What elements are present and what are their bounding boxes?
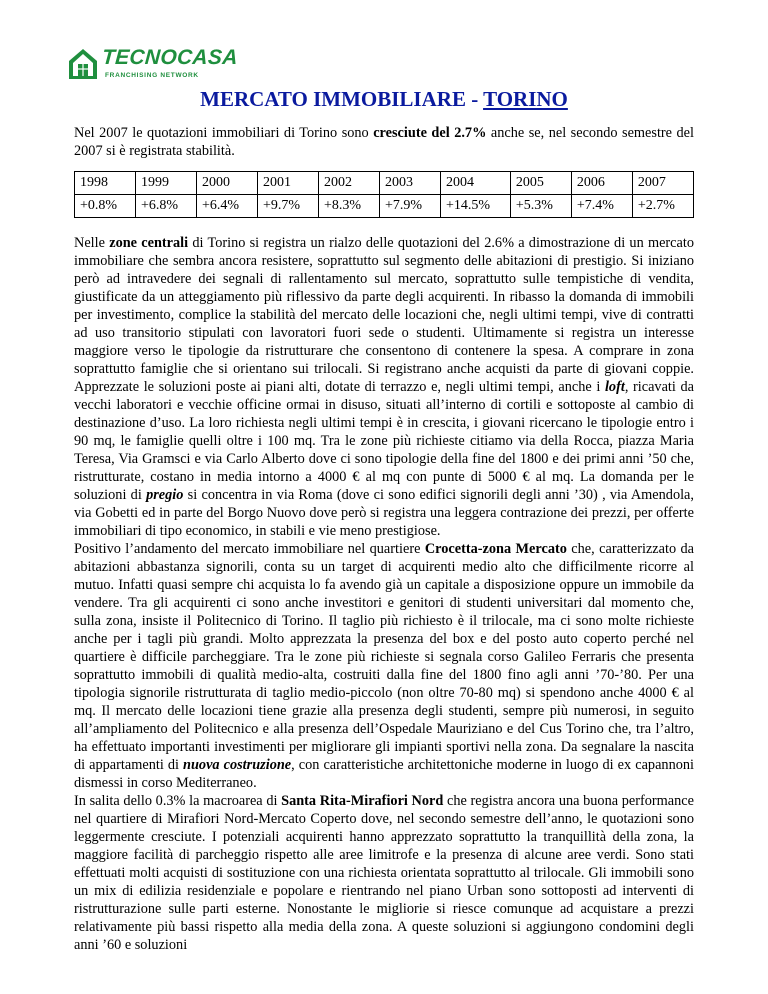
paragraph-highlight: zone centrali: [109, 235, 189, 251]
paragraph-text: , con caratteristiche architettoniche moderne in luogo di ex capannoni dismessi in corso Mediterraneo.: [74, 757, 694, 791]
value-cell: +6.4%: [197, 195, 258, 218]
paragraph-text: Nelle: [74, 235, 110, 251]
value-cell: +0.8%: [75, 195, 136, 218]
paragraph-text: In salita dello 0.3% la macroarea di: [74, 793, 282, 809]
logo-network: FRANCHISING NETWORK: [105, 72, 199, 79]
paragraph-zone-centrali: [74, 234, 694, 540]
paragraph-emphasis: nuova costruzione: [183, 757, 292, 773]
year-cell: 2005: [510, 172, 571, 195]
intro-text: Nel 2007 le quotazioni immobiliari di Torino sono: [74, 125, 374, 141]
year-cell: 2000: [197, 172, 258, 195]
paragraph-text: Positivo l’andamento del mercato immobiliare nel quartiere: [74, 541, 425, 557]
value-cell: +7.9%: [380, 195, 441, 218]
table-row-values: [75, 195, 694, 218]
year-cell: 2006: [571, 172, 632, 195]
paragraph-highlight: Santa Rita-Mirafiori Nord: [281, 793, 444, 809]
paragraph-text: si concentra in via Roma (dove ci sono edifici signorili degli anni ’30) , via Amendola, via Gobetti ed in parte del Borgo Nuovo dove però si registra una leggera contrazione dei prezzi, per offerte immobiliari di tipo economico, in stabili e vie meno prestigiose.: [74, 487, 694, 539]
year-cell: 1999: [136, 172, 197, 195]
title-city: TORINO: [483, 87, 568, 111]
intro-highlight: cresciute del 2.7%: [373, 125, 487, 141]
value-cell: +8.3%: [319, 195, 380, 218]
value-cell: +7.4%: [571, 195, 632, 218]
paragraph-emphasis: pregio: [146, 487, 184, 503]
value-cell: +9.7%: [258, 195, 319, 218]
paragraph-text: che, caratterizzato da abitazioni abbastanza signorili, conta su un target di acquirenti medio alto che difficilmente ricorre al mutuo. Infatti quasi sempre chi acquista lo fa avendo già un capitale a disposizione oppure un immobile da vendere. Tra gli acquirenti ci sono anche investitori e genitori di studenti universitari dal momento che, sulla zona, insiste il Politecnico di Torino. Il taglio più richiesto è il trilocale, ma ci sono molte richieste anche per i tagli più grandi. Molto apprezzata la presenza del box e del posto auto coperto perché nel quartiere è difficile parcheggiare. Tra le zone più richieste si segnala corso Galileo Ferraris che presenta soprattutto immobili di qualità medio-alta, costruiti dalla fine del 1800 fino agli anni ’70-’80. Per una tipologia signorile ristrutturata di taglio medio-piccolo (non oltre 70-80 mq) si spendono anche 4000 € al mq. Il mercato delle locazioni tiene grazie alla presenza degli studenti, sempre più numerosi, in seguito all’ampliamento del Politecnico e alla presenza dell’Ospedale Mauriziano e del Cus Torino che, tra l’altro, ha effettuato importanti investimenti per migliorare gli impianti sportivi nella zona. Da segnalare la nascita di appartamenti di: [74, 541, 695, 773]
value-cell: +6.8%: [136, 195, 197, 218]
year-cell: 2001: [258, 172, 319, 195]
table-row-years: [75, 172, 694, 195]
value-cell: +5.3%: [510, 195, 571, 218]
title-prefix: MERCATO IMMOBILIARE -: [200, 87, 484, 111]
paragraph-emphasis: loft: [604, 379, 625, 395]
paragraph-crocetta: [74, 540, 694, 792]
intro-paragraph: [74, 124, 694, 160]
paragraph-text: , ricavati da vecchi laboratori e vecchie officine ormai in disuso, situati all’interno di cortili e sottoposte al cambio di destinazione d’uso. La loro richiesta negli ultimi tempi è in crescita, i giovani ricercano le tipologie entro i 90 mq, le famiglie quelli oltre i 100 mq. Tra le zone più richieste citiamo via della Rocca, piazza Maria Teresa, Via Gramsci e via Carlo Alberto dove ci sono tipologie della fine del 1800 e dei primi anni ’50 che, ristrutturate, costano in media intorno a 4000 € al mq con punte di 5000 € al mq. La domanda per le soluzioni di: [74, 379, 694, 503]
house-icon: [68, 47, 98, 81]
value-cell: +2.7%: [632, 195, 693, 218]
intro-text-end: anche se, nel secondo semestre del 2007 si è registrata stabilità.: [74, 125, 694, 159]
tecnocasa-logo: [68, 46, 239, 84]
paragraph-highlight: Crocetta-zona Mercato: [424, 541, 567, 557]
logo-brand: TECNOCASA: [101, 46, 239, 69]
year-cell: 2007: [632, 172, 693, 195]
yearly-change-table: [74, 171, 694, 218]
year-cell: 1998: [75, 172, 136, 195]
year-cell: 2002: [319, 172, 380, 195]
paragraph-santa-rita: [74, 792, 694, 954]
year-cell: 2004: [441, 172, 511, 195]
paragraph-text: che registra ancora una buona performance nel quartiere di Mirafiori Nord-Mercato Coperto dove, nel secondo semestre dell’anno, le quotazioni sono leggermente cresciute. I potenziali acquirenti hanno apprezzato soprattutto la tranquillità della zona, la maggiore facilità di parcheggio rispetto alle aree limitrofe e la presenza di alcune aree verdi. Sono stati effettuati molti acquisti di sostituzione con una richiesta orientata soprattutto al trilocale. Gli immobili sono un mix di edilizia residenziale e popolare e rientrando nel piano Urban sono sottoposti ad interventi di ristrutturazione sulle parti esterne. Nonostante le migliorie si riesce comunque ad acquistare a prezzi relativamente più bassi rispetto alla media della zona. A queste soluzioni si aggiungono condomini degli anni ’60 e soluzioni: [74, 793, 694, 953]
value-cell: +14.5%: [441, 195, 511, 218]
year-cell: 2003: [380, 172, 441, 195]
page-title: [0, 86, 768, 112]
article-body: [74, 234, 694, 954]
paragraph-text: di Torino si registra un rialzo delle quotazioni del 2.6% a dimostrazione di un mercato immobiliare che sembra ancora resistere, soprattutto sul segmento delle abitazioni di prestigio. Si iniziano però ad intravedere dei segnali di rallentamento sul mercato, soprattutto sulle tempistiche di vendita, giustificate da un atteggiamento più riflessivo da parte degli acquirenti. In ribasso la domanda di immobili per investimento, complice la stabilità del mercato delle locazioni che, negli ultimi tempi, vive di contratti ad uso transitorio stipulati con lavoratori fuori sede o studenti. Ultimamente si registra un interesse maggiore verso le tipologie da ristrutturare che consentono di contenere la spesa. A comprare in zona soprattutto famiglie che si orientano sui trilocali. Si registrano anche acquisti da parte di giovani coppie. Apprezzate le soluzioni poste ai piani alti, dotate di terrazzo e, negli ultimi tempi, anche i: [74, 235, 694, 395]
